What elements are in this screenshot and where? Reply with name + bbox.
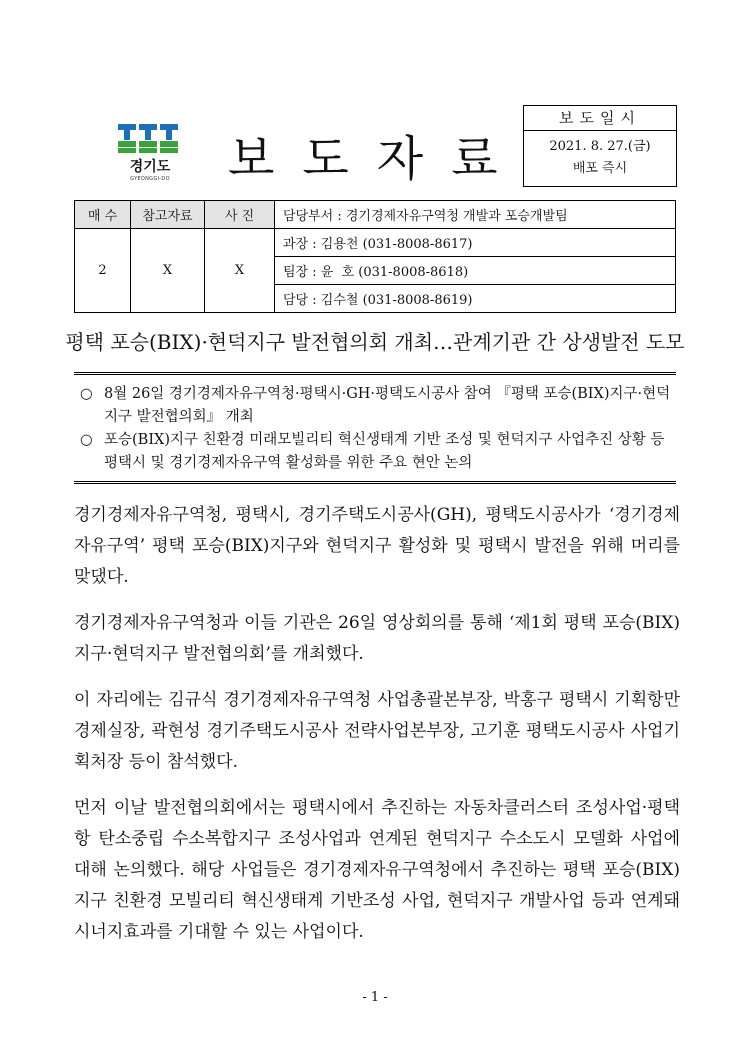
header-photo: 사 진	[205, 201, 275, 229]
value-pages: 2	[75, 229, 131, 313]
headline: 평택 포승(BIX)·현덕지구 발전협의회 개최…관계기관 간 상생발전 도모	[65, 330, 685, 354]
header-pages: 매 수	[75, 201, 131, 229]
department: 담당부서 : 경기경제자유구역청 개발과 포승개발팀	[275, 201, 676, 229]
logo-name: 경기도	[129, 159, 171, 175]
paragraph: 경기경제자유구역청과 이들 기관은 26일 영상회의를 통해 ‘제1회 평택 포승(BIX)지구·현덕지구 발전협의회’를 개최했다.	[74, 613, 680, 664]
value-photo: X	[205, 229, 275, 313]
gyeonggi-logo-mark-icon	[118, 124, 182, 154]
logo-sub: GYEONGGI-DO	[130, 176, 170, 182]
table-row	[75, 229, 676, 257]
list-item	[74, 429, 676, 475]
summary-item-text: 포승(BIX)지구 친환경 미래모빌리티 혁신생태계 기반 조성 및 현덕지구 사업추진 상황 등 평택시 및 경기경제자유구역 활성화를 위한 주요 현안 논의	[104, 432, 665, 471]
paragraph: 경기경제자유구역청, 평택시, 경기주택도시공사(GH), 평택도시공사가 ‘경기경제자유구역’ 평택 포승(BIX)지구와 현덕지구 활성화 및 평택시 발전을 위해 머리를 맞댔다.	[74, 505, 680, 587]
page-number: - 1 -	[362, 990, 388, 1005]
release-timing: 배포 즉시	[572, 161, 628, 176]
paragraph: 먼저 이날 발전협의회에서는 평택시에서 추진하는 자동차클러스터 조성사업·평택항 탄소중립 수소복합지구 조성사업과 연계된 현덕지구 수소도시 모델화 사업에 대해 논의했다. 해당 사업들은 경기경제자유구역청에서 추진하는 평택 포승(BIX)지구 친환경 모빌리티 혁신생태계 기반조성 사업, 현덕지구 개발사업 등과 연계돼 시너지효과를 기대할 수 있는 사업이다.	[74, 798, 680, 942]
value-reference: X	[131, 229, 205, 313]
info-table	[74, 200, 676, 313]
contact-staff: 담당 : 김수철 (031-8008-8619)	[275, 285, 676, 313]
document-title: 보도자료	[228, 131, 526, 187]
summary-box	[74, 372, 676, 484]
paragraph: 이 자리에는 김규식 경기경제자유구역청 사업총괄본부장, 박홍구 평택시 기획항만경제실장, 곽현성 경기주택도시공사 전략사업본부장, 고기훈 평택도시공사 사업기획처장 등이 참석했다.	[74, 690, 680, 772]
body-text	[74, 500, 680, 963]
list-item	[74, 383, 676, 429]
release-date: 2021. 8. 27.(금)	[549, 139, 651, 154]
date-box-header: 보도일시	[524, 106, 676, 131]
summary-item-text: 8월 26일 경기경제자유구역청·평택시·GH·평택도시공사 참여 『평택 포승(BIX)지구·현덕지구 발전협의회』 개최	[104, 386, 671, 425]
circle-bullet-icon: ○	[80, 386, 93, 402]
circle-bullet-icon: ○	[80, 432, 93, 448]
table-row	[75, 201, 676, 229]
release-date-box	[523, 105, 677, 187]
contact-manager: 과장 : 김용천 (031-8008-8617)	[275, 229, 676, 257]
gyeonggi-logo	[118, 124, 182, 184]
header-reference: 참고자료	[131, 201, 205, 229]
contact-team-lead: 팀장 : 윤 호 (031-8008-8618)	[275, 257, 676, 285]
